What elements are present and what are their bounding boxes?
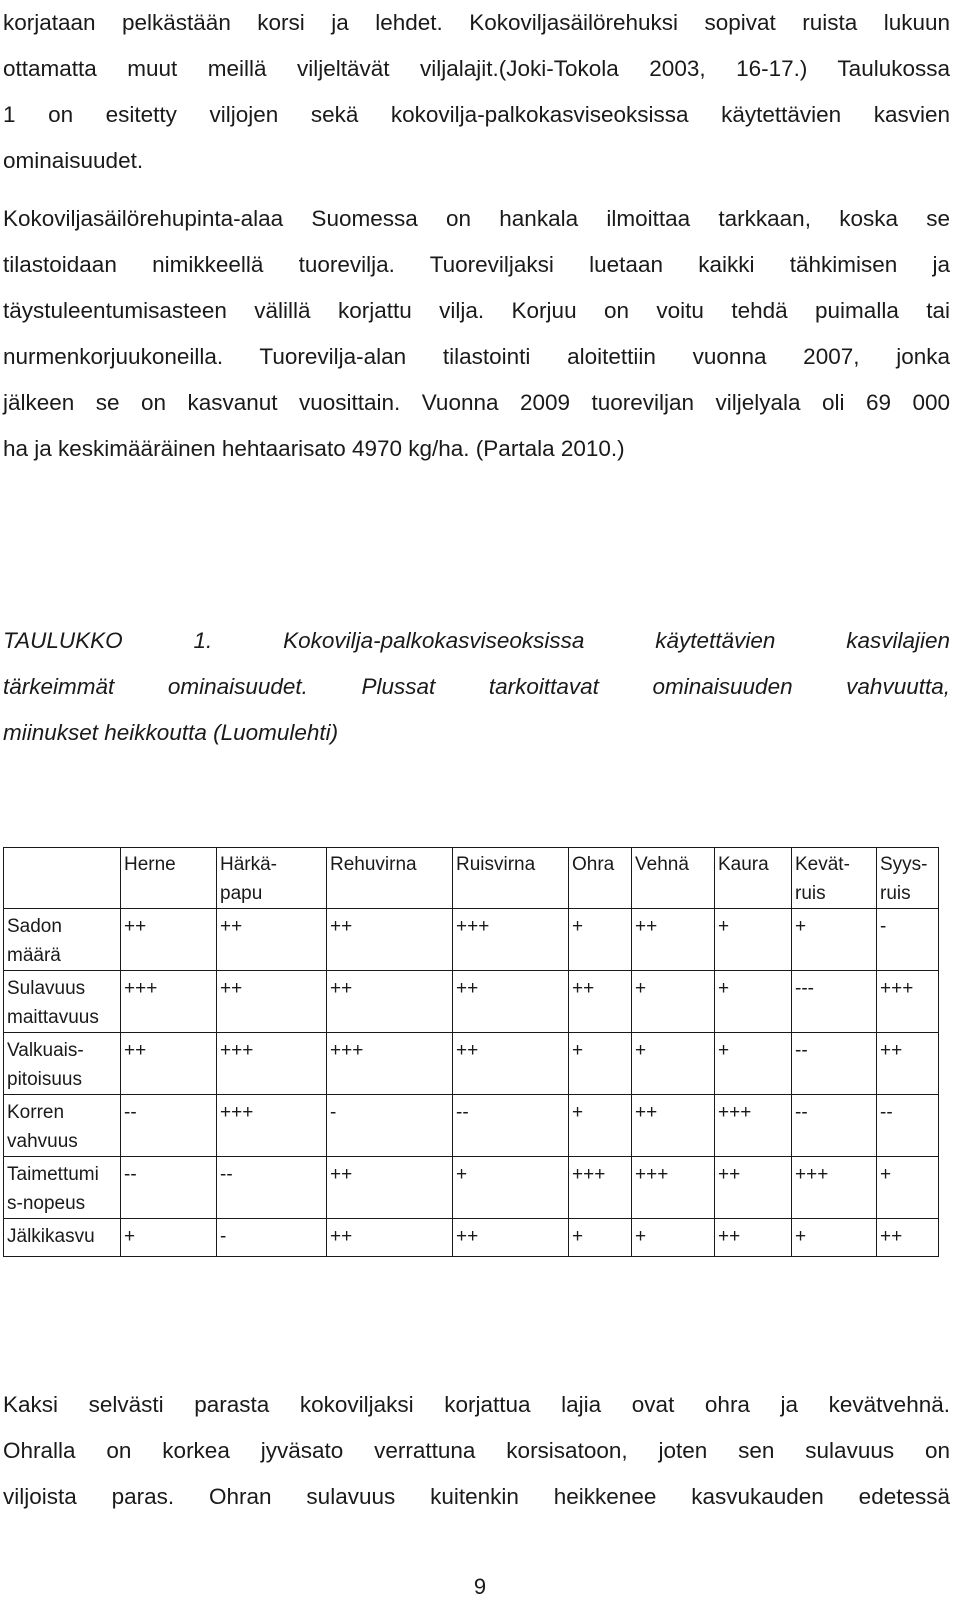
table-cell: ++ [715, 1157, 792, 1219]
table-cell: +++ [217, 1033, 327, 1095]
caption-line: TAULUKKO 1. Kokovilja-palkokasviseoksissa käytettävien kasvilajien [3, 628, 950, 653]
table-cell: - [877, 909, 939, 971]
table-cell: -- [121, 1157, 217, 1219]
row-label: Sulavuus maittavuus [4, 971, 121, 1033]
table-cell: +++ [121, 971, 217, 1033]
table-cell: ++ [632, 1095, 715, 1157]
table-cell: + [715, 1033, 792, 1095]
header-cell: Vehnä [632, 848, 715, 909]
table-cell: + [121, 1219, 217, 1257]
header-cell: Ruisvirna [453, 848, 569, 909]
table-cell: - [327, 1095, 453, 1157]
text-line: ha ja keskimääräinen hehtaarisato 4970 kg/ha. (Partala 2010.) [3, 436, 625, 461]
table-cell: + [569, 909, 632, 971]
paragraph-statistics [3, 196, 950, 472]
text-line: ottamatta muut meillä viljeltävät viljalajit.(Joki-Tokola 2003, 16-17.) Taulukossa [3, 56, 950, 81]
table-cell: +++ [217, 1095, 327, 1157]
row-label: Valkuais- pitoisuus [4, 1033, 121, 1095]
table-cell: -- [121, 1095, 217, 1157]
page-number: 9 [473, 1574, 487, 1599]
text-line: Kokoviljasäilörehupinta-alaa Suomessa on hankala ilmoittaa tarkkaan, koska se [3, 206, 950, 231]
text-line: tilastoidaan nimikkeellä tuorevilja. Tuoreviljaksi luetaan kaikki tähkimisen ja [3, 252, 950, 277]
header-cell: Kevät- ruis [792, 848, 877, 909]
row-label: Taimettumi s-nopeus [4, 1157, 121, 1219]
table-cell: -- [877, 1095, 939, 1157]
crop-properties-table [3, 847, 939, 1257]
table-cell: + [632, 1033, 715, 1095]
table-cell: + [715, 971, 792, 1033]
paragraph-intro [3, 0, 950, 184]
table-cell: + [569, 1219, 632, 1257]
table-cell: ++ [217, 909, 327, 971]
table-cell: ++ [453, 1219, 569, 1257]
table-caption [3, 618, 950, 756]
table-cell: ++ [327, 1157, 453, 1219]
header-cell: Herne [121, 848, 217, 909]
table-header-row [4, 848, 939, 909]
table-cell: ++ [569, 971, 632, 1033]
header-cell: Rehuvirna [327, 848, 453, 909]
table-cell: +++ [792, 1157, 877, 1219]
table-cell: + [715, 909, 792, 971]
text-line: 1 on esitetty viljojen sekä kokovilja-palkokasviseoksissa käytettävien kasvien [3, 102, 950, 127]
table-cell: ++ [327, 909, 453, 971]
table-cell: - [217, 1219, 327, 1257]
table-row [4, 971, 939, 1033]
row-label: Sadon määrä [4, 909, 121, 971]
caption-line: miinukset heikkoutta (Luomulehti) [3, 720, 339, 745]
table-cell: + [453, 1157, 569, 1219]
text-line: Kaksi selvästi parasta kokoviljaksi korjattua lajia ovat ohra ja kevätvehnä. [3, 1392, 950, 1417]
header-cell: Härkä- papu [217, 848, 327, 909]
table-cell: +++ [327, 1033, 453, 1095]
table-cell: ++ [327, 971, 453, 1033]
header-cell: Syys- ruis [877, 848, 939, 909]
table-row [4, 909, 939, 971]
table-cell: ++ [121, 1033, 217, 1095]
table-cell: +++ [569, 1157, 632, 1219]
text-line: täystuleentumisasteen välillä korjattu vilja. Korjuu on voitu tehdä puimalla tai [3, 298, 950, 323]
row-label: Jälkikasvu [4, 1219, 121, 1257]
text-line: ominaisuudet. [3, 148, 144, 173]
text-line: viljoista paras. Ohran sulavuus kuitenkin heikkenee kasvukauden edetessä [3, 1484, 950, 1509]
table-cell: + [792, 909, 877, 971]
table-row [4, 1219, 939, 1257]
text-line: nurmenkorjuukoneilla. Tuorevilja-alan tilastointi aloitettiin vuonna 2007, jonka [3, 344, 950, 369]
table-cell: ++ [217, 971, 327, 1033]
header-cell: Ohra [569, 848, 632, 909]
text-line: jälkeen se on kasvanut vuosittain. Vuonna 2009 tuoreviljan viljelyala oli 69 000 [3, 390, 950, 415]
table-row [4, 1033, 939, 1095]
table-cell: ++ [632, 909, 715, 971]
table-cell: ++ [453, 971, 569, 1033]
table-cell: ++ [121, 909, 217, 971]
table-cell: ++ [715, 1219, 792, 1257]
table-row [4, 1095, 939, 1157]
table-cell: + [569, 1033, 632, 1095]
table-cell: -- [453, 1095, 569, 1157]
table-cell: --- [792, 971, 877, 1033]
row-label: Korren vahvuus [4, 1095, 121, 1157]
table-cell: ++ [327, 1219, 453, 1257]
header-cell [4, 848, 121, 909]
table-cell: +++ [877, 971, 939, 1033]
text-line: korjataan pelkästään korsi ja lehdet. Kokoviljasäilörehuksi sopivat ruista lukuun [3, 10, 950, 35]
text-line: Ohralla on korkea jyväsato verrattuna korsisatoon, joten sen sulavuus on [3, 1438, 950, 1463]
caption-line: tärkeimmät ominaisuudet. Plussat tarkoittavat ominaisuuden vahvuutta, [3, 674, 950, 699]
table-row [4, 1157, 939, 1219]
table-cell: +++ [453, 909, 569, 971]
table-cell: -- [792, 1033, 877, 1095]
table-cell: + [632, 971, 715, 1033]
table-cell: ++ [453, 1033, 569, 1095]
table-cell: -- [217, 1157, 327, 1219]
table-cell: +++ [715, 1095, 792, 1157]
table-cell: + [569, 1095, 632, 1157]
table-cell: + [792, 1219, 877, 1257]
table-cell: ++ [877, 1033, 939, 1095]
table-cell: + [877, 1157, 939, 1219]
table-cell: + [632, 1219, 715, 1257]
table-cell: +++ [632, 1157, 715, 1219]
table-cell: ++ [877, 1219, 939, 1257]
table-cell: -- [792, 1095, 877, 1157]
paragraph-conclusion [3, 1382, 950, 1520]
header-cell: Kaura [715, 848, 792, 909]
